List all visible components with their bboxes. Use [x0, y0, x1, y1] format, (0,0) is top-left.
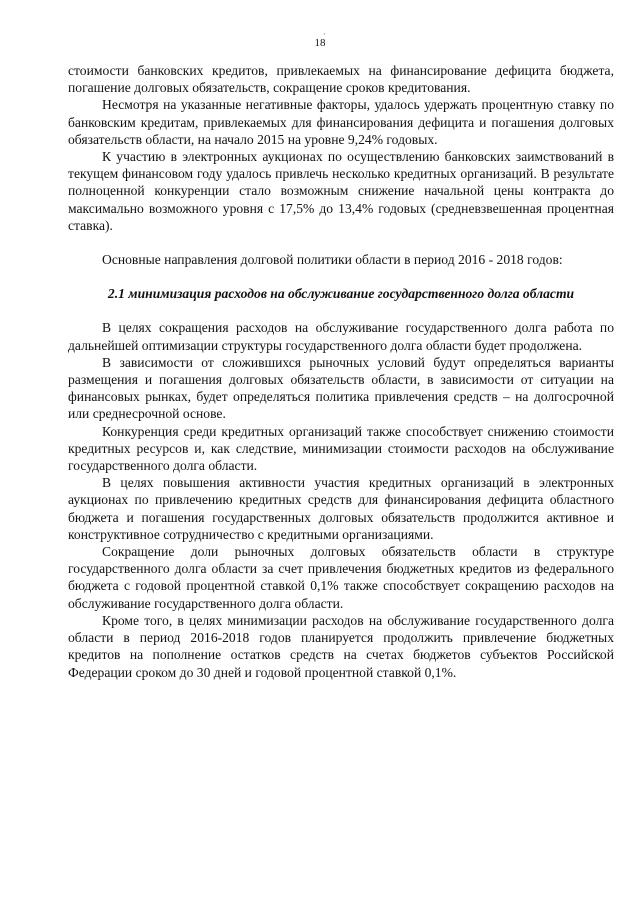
- spacer: [68, 234, 614, 251]
- document-body: [68, 62, 614, 681]
- paragraph: В целях сокращения расходов на обслуживание государственного долга работа по дальнейшей оптимизации структуры государственного долга области будет продолжена.: [68, 320, 614, 353]
- paragraph: В зависимости от сложившихся рыночных условий будут определяться варианты размещения и погашения долговых обязательств области, в зависимости от ситуации на финансовых рынках, будет определяться политика привлечения средств – на долгосрочной или среднесрочной основе.: [68, 354, 614, 422]
- paragraph: Несмотря на указанные негативные факторы, удалось удержать процентную ставку по банковским кредитам, привлекаемых для финансирования дефицита и погашения долговых обязательств области, на начало 2015 на уровне 9,24% годовых.: [68, 97, 614, 147]
- paragraph: Конкуренция среди кредитных организаций также способствует снижению стоимости кредитных ресурсов и, как следствие, минимизации стоимости расходов на обслуживание государственного долга области.: [68, 423, 614, 474]
- page-number: 18: [314, 37, 326, 49]
- paragraph: Сокращение доли рыночных долговых обязательств области в структуре государственного долга области за счет привлечения бюджетных кредитов из федерального бюджета с годовой процентной ставкой 0,1% также способствует сокращению расходов на обслуживание государственного долга области.: [68, 544, 614, 611]
- section-heading: 2.1 минимизация расходов на обслуживание государственного долга области: [107, 286, 575, 302]
- paragraph: К участию в электронных аукционах по осуществлению банковских заимствований в текущем финансовом году удалось привлечь несколько кредитных организаций. В результате полноценной конкуренции стало возможным снижение начальной цены контракта до максимально возможного уровня с 17,5% до 13,4% годовых (средневзвешенная процентная ставка).: [68, 149, 614, 233]
- scan-mark: ·: [323, 30, 326, 39]
- directions-intro: Основные направления долговой политики области в период 2016 - 2018 годов:: [102, 252, 563, 268]
- spacer: [68, 268, 614, 285]
- paragraph: В целях повышения активности участия кредитных организаций в электронных аукционах по привлечению кредитных средств для финансирования дефицита областного бюджета и погашения государственных долговых обязательств продолжится активное и конструктивное сотрудничество с кредитными организациями.: [68, 475, 614, 542]
- paragraph: Кроме того, в целях минимизации расходов на обслуживание государственного долга области в период 2016-2018 годов планируется продолжить привлечение бюджетных кредитов на пополнение остатков средств на счетах бюджетов субъектов Российской Федерации сроком до 30 дней и годовой процентной ставкой 0,1%.: [68, 612, 614, 680]
- paragraph-continuation: стоимости банковских кредитов, привлекаемых на финансирование дефицита бюджета, погашение долговых обязательств, сокращение сроков кредитования.: [68, 63, 614, 96]
- spacer: [68, 302, 614, 319]
